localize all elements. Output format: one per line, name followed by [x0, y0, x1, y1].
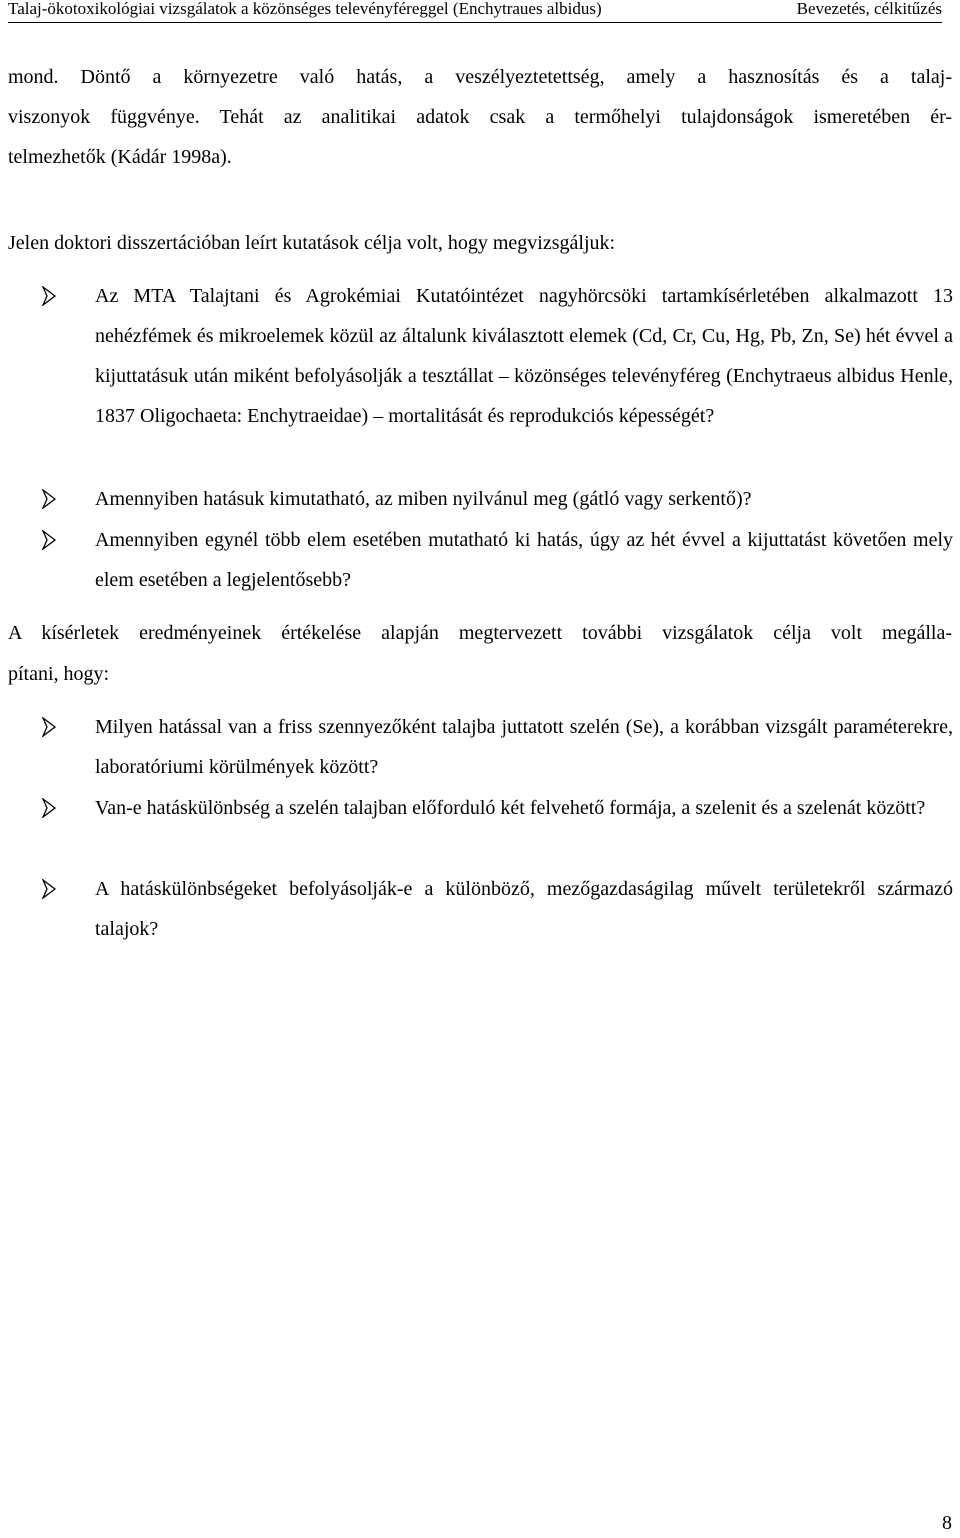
bullet-text: Milyen hatással van a friss szennyezőként talajba juttatott szelén (Se), a korábban vizsgált paraméterekre, laboratóriumi körülmények között?	[95, 716, 953, 778]
bullet-text: Amennyiben hatásuk kimutatható, az miben nyilvánul meg (gátló vagy serkentő)?	[95, 488, 752, 510]
arrowhead-bullet-icon	[42, 276, 66, 316]
arrowhead-bullet-icon	[42, 869, 66, 909]
arrowhead-bullet-icon	[42, 707, 66, 747]
header-title: Talaj-ökotoxikológiai vizsgálatok a közönséges televényféreggel (Enchytraues albidus)	[8, 0, 602, 18]
bullet-text: Van-e hatáskülönbség a szelén talajban előforduló két felvehető formája, a szelenit és a szelenát között?	[95, 797, 926, 819]
aims-intro: Jelen doktori disszertációban leírt kutatások célja volt, hogy megvizsgáljuk:	[8, 232, 616, 254]
intro-line-1: mond. Döntő a környezetre való hatás, a veszélyeztetettség, amely a hasznosítás és a talaj-	[8, 66, 952, 88]
bullet-text: Az MTA Talajtani és Agrokémiai Kutatóintézet nagyhörcsöki tartamkísérletében alkalmazott 13 nehézfémek és mikroelemek közül az általunk kiválasztott elemek (Cd, Cr, Cu, Hg, Pb, Zn, Se) hét évvel a kijuttatásuk után miként befolyásolják a tesztállat – közönséges televényféreg (Enchytraeus albidus Henle, 1837 Oligochaeta: Enchytraeidae) – mortalitását és reprodukciós képességét?	[95, 285, 953, 427]
arrowhead-bullet-icon	[42, 788, 66, 828]
bullet-text: Amennyiben egynél több elem esetében mutatható ki hatás, úgy az hét évvel a kijuttatást követően mely elem esetében a legjelentősebb?	[95, 529, 953, 591]
further-line-2: pítani, hogy:	[8, 663, 110, 685]
intro-line-2: viszonyok függvénye. Tehát az analitikai adatok csak a termőhelyi tulajdonságok ismeretében ér-	[8, 106, 952, 128]
intro-line-3: telmezhetők (Kádár 1998a).	[8, 146, 232, 168]
arrowhead-bullet-icon	[42, 520, 66, 560]
bullet-text: A hatáskülönbségeket befolyásolják-e a különböző, mezőgazdaságilag művelt területekről származó talajok?	[95, 878, 953, 940]
further-line-1: A kísérletek eredményeinek értékelése alapján megtervezett további vizsgálatok célja volt megálla-	[8, 622, 952, 644]
page-number: 8	[942, 1512, 952, 1534]
header-section: Bevezetés, célkitűzés	[796, 0, 942, 18]
running-header	[8, 0, 942, 23]
arrowhead-bullet-icon	[42, 479, 66, 519]
